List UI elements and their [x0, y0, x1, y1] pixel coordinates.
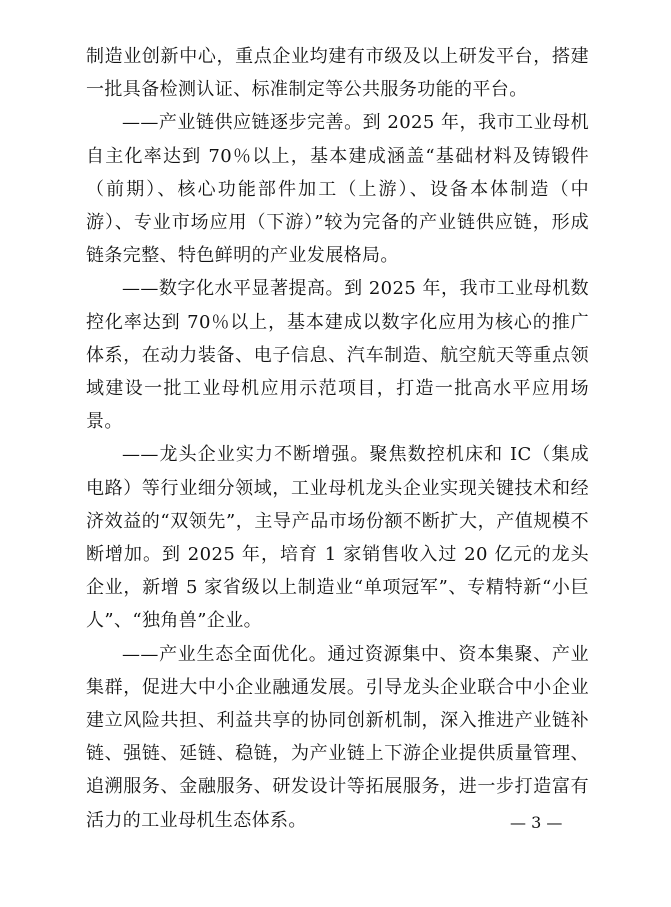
paragraph-industry-ecosystem: ——产业生态全面优化。通过资源集中、资本集聚、产业集群，促进大中小企业融通发展。引导龙头企业联合中小企业建立风险共担、利益共享的协同创新机制，深入推进产业链补链、强链、延链、稳链，为产业链上下游企业提供质量管理、追溯服务、金融服务、研发设计等拓展服务，进一步打造富有活力的工业母机生态体系。	[86, 643, 589, 831]
paragraph-digitalization: ——数字化水平显著提高。到 2025 年，我市工业母机数控化率达到 70％以上，基本建成以数字化应用为核心的推广体系，在动力装备、电子信息、汽车制造、航空航天等重点领域建设一批工业母机应用示范项目，打造一批高水平应用场景。	[86, 278, 589, 433]
paragraph-continued-innovation-platforms: 制造业创新中心，重点企业均建有市级及以上研发平台，搭建一批具备检测认证、标准制定等公共服务功能的平台。	[86, 46, 589, 101]
paragraph-supply-chain: ——产业链供应链逐步完善。到 2025 年，我市工业母机自主化率达到 70％以上，基本建成涵盖“基础材料及铸锻件（前期）、核心功能部件加工（上游）、设备本体制造（中游）、专业市场应用（下游）”较为完备的产业链供应链，形成链条完整、特色鲜明的产业发展格局。	[86, 112, 589, 267]
document-body	[86, 40, 589, 837]
paragraph-leading-enterprises: ——龙头企业实力不断增强。聚焦数控机床和 IC（集成电路）等行业细分领域，工业母机龙头企业实现关键技术和经济效益的“双领先”，主导产品市场份额不断扩大，产值规模不断增加。到 2025 年，培育 1 家销售收入过 20 亿元的龙头企业，新增 5 家省级以上制造业“单项冠军”、专精特新“小巨人”、“独角兽”企业。	[86, 444, 589, 632]
page-number: — 3 —	[510, 813, 563, 832]
